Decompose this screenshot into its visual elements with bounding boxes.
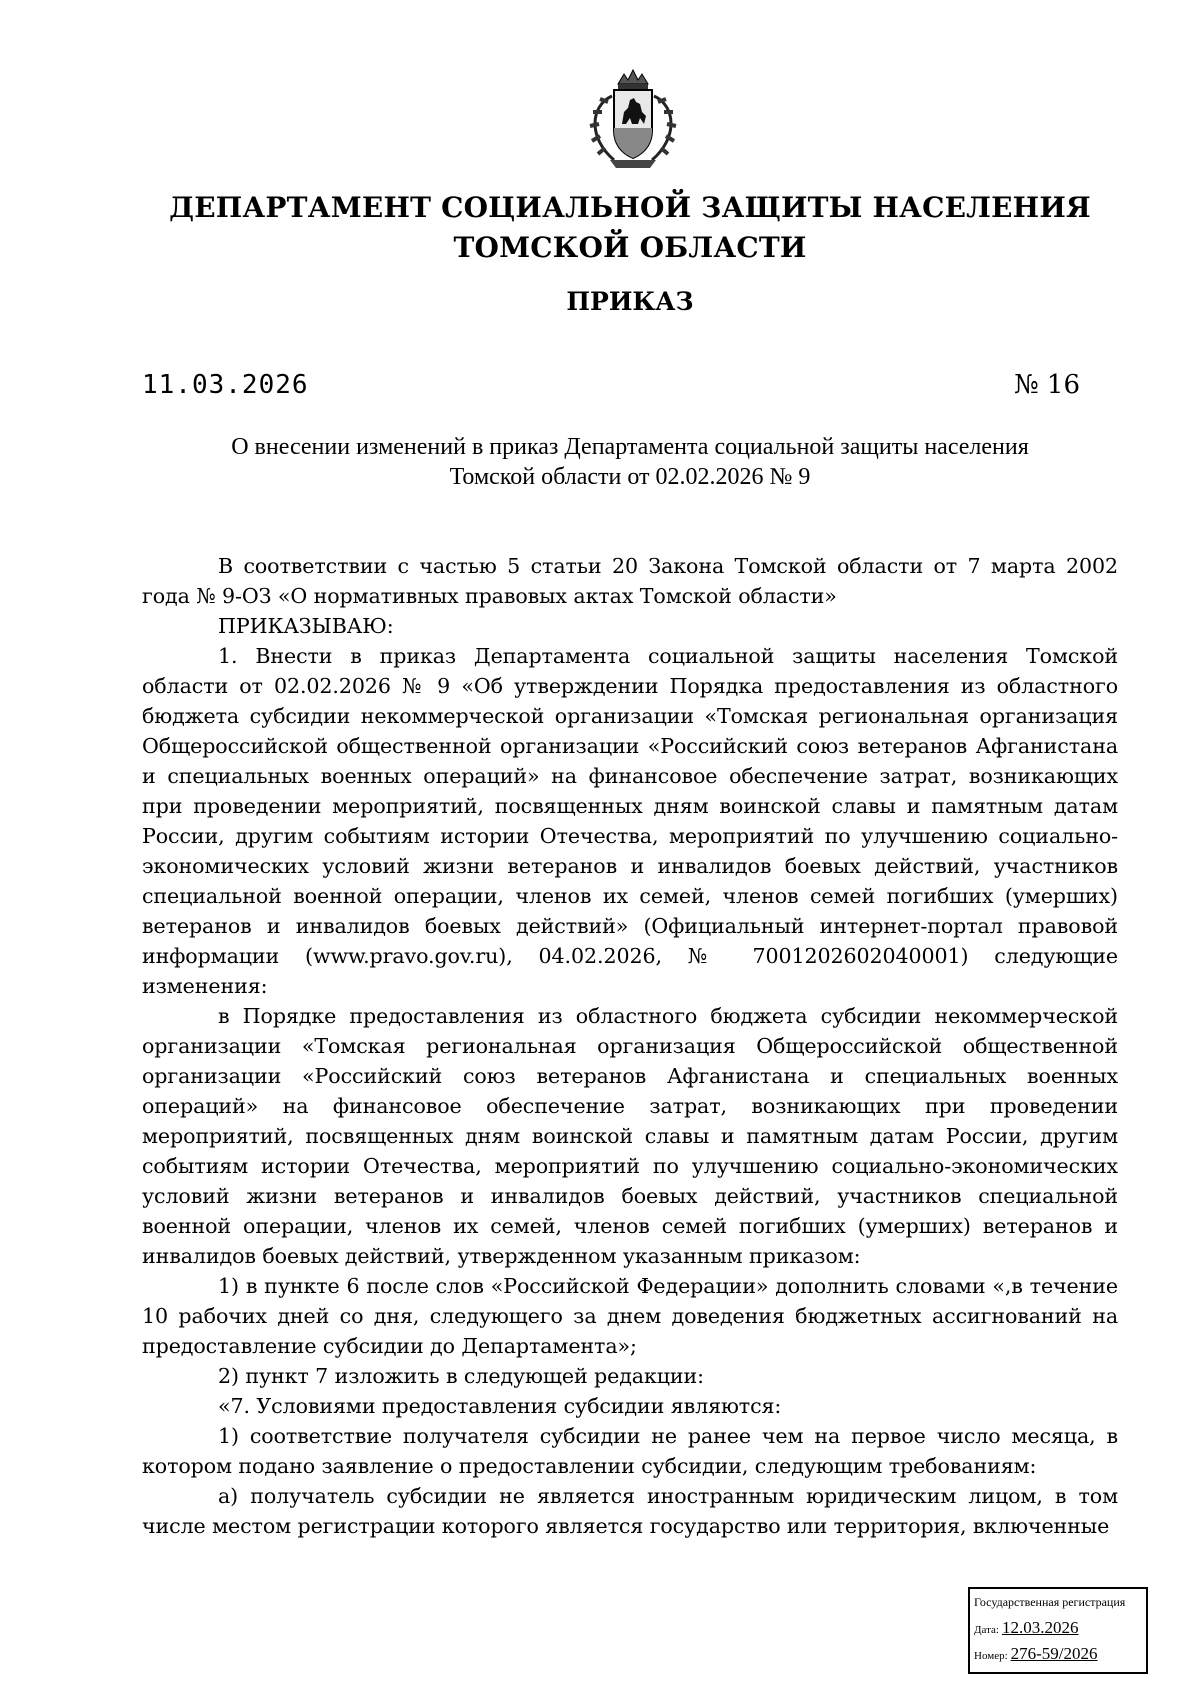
preamble-paragraph: В соответствии с частью 5 статьи 20 Закона Томской области от 7 марта 2002 года № 9-ОЗ «О нормативных правовых актах Томской области» (142, 554, 1118, 608)
amendment-2-paragraph: 2) пункт 7 изложить в следующей редакции: (218, 1364, 704, 1388)
order-directive: ПРИКАЗЫВАЮ: (218, 614, 394, 638)
order-date: 11.03.2026 (142, 370, 309, 400)
order-subject-line2: Томской области от 02.02.2026 № 9 (449, 464, 811, 490)
organization-title-line1: ДЕПАРТАМЕНТ СОЦИАЛЬНОЙ ЗАЩИТЫ НАСЕЛЕНИЯ (169, 191, 1091, 224)
order-body (142, 551, 1118, 1541)
condition-1-paragraph: 1) соответствие получателя субсидии не ранее чем на первое число месяца, в котором подано заявление о предоставлении субсидии, следующим требованиям: (142, 1424, 1118, 1478)
registration-date-row (974, 1615, 1142, 1641)
order-subject-line1: О внесении изменений в приказ Департамента социальной защиты населения (231, 434, 1029, 460)
registration-date-value: 12.03.2026 (1001, 1618, 1079, 1637)
condition-1a-paragraph: а) получатель субсидии не является иностранным юридическим лицом, в том числе местом регистрации которого является государство или территория, включенные (142, 1484, 1118, 1538)
registration-stamp-heading: Государственная регистрация (974, 1595, 1126, 1609)
registration-number-label: Номер: (974, 1650, 1008, 1662)
organization-title-line2: ТОМСКОЙ ОБЛАСТИ (453, 231, 807, 264)
tomsk-coat-of-arms-icon (568, 68, 698, 174)
clause-1-paragraph: 1. Внести в приказ Департамента социальной защиты населения Томской области от 02.02.2026 № 9 «Об утверждении Порядка предоставления из областного бюджета субсидии некоммерческой организации «Томская региональная организация Общероссийской общественной организации «Российский союз ветеранов Афганистана и специальных военных операций» на финансовое обеспечение затрат, возникающих при проведении мероприятий, посвященных дням воинской славы и памятным датам России, другим событиям истории Отечества, мероприятий по улучшению социально-экономических условий жизни ветеранов и инвалидов боевых действий, участников специальной военной операции, членов их семей, членов семей погибших (умерших) ветеранов и инвалидов боевых действий» (Официальный интернет-портал правовой информации (www.pravo.gov.ru), 04.02.2026, № 7001202602040001) следующие изменения: (142, 644, 1118, 998)
point-7-heading: «7. Условиями предоставления субсидии являются: (218, 1394, 782, 1418)
registration-stamp (968, 1587, 1148, 1674)
amendment-1-paragraph: 1) в пункте 6 после слов «Российской Федерации» дополнить словами «,в течение 10 рабочих дней со дня, следующего за днем доведения бюджетных ассигнований на предоставление субсидии до Департамента»; (142, 1274, 1118, 1358)
order-subject (200, 432, 1060, 492)
registration-date-label: Дата: (974, 1624, 999, 1636)
registration-number-value: 276-59/2026 (1010, 1644, 1098, 1663)
organization-title (100, 188, 1160, 268)
document-type: ПРИКАЗ (566, 287, 694, 316)
registration-number-row (974, 1641, 1142, 1667)
procedure-paragraph: в Порядке предоставления из областного бюджета субсидии некоммерческой организации «Томская региональная организация Общероссийской общественной организации «Российский союз ветеранов Афганистана и специальных военных операций» на финансовое обеспечение затрат, возникающих при проведении мероприятий, посвященных дням воинской славы и памятным датам России, другим событиям истории Отечества, мероприятий по улучшению социально-экономических условий жизни ветеранов и инвалидов боевых действий, участников специальной военной операции, членов их семей, членов семей погибших (умерших) ветеранов и инвалидов боевых действий, утвержденном указанным приказом: (142, 1004, 1118, 1268)
order-number: № 16 (1014, 370, 1080, 400)
